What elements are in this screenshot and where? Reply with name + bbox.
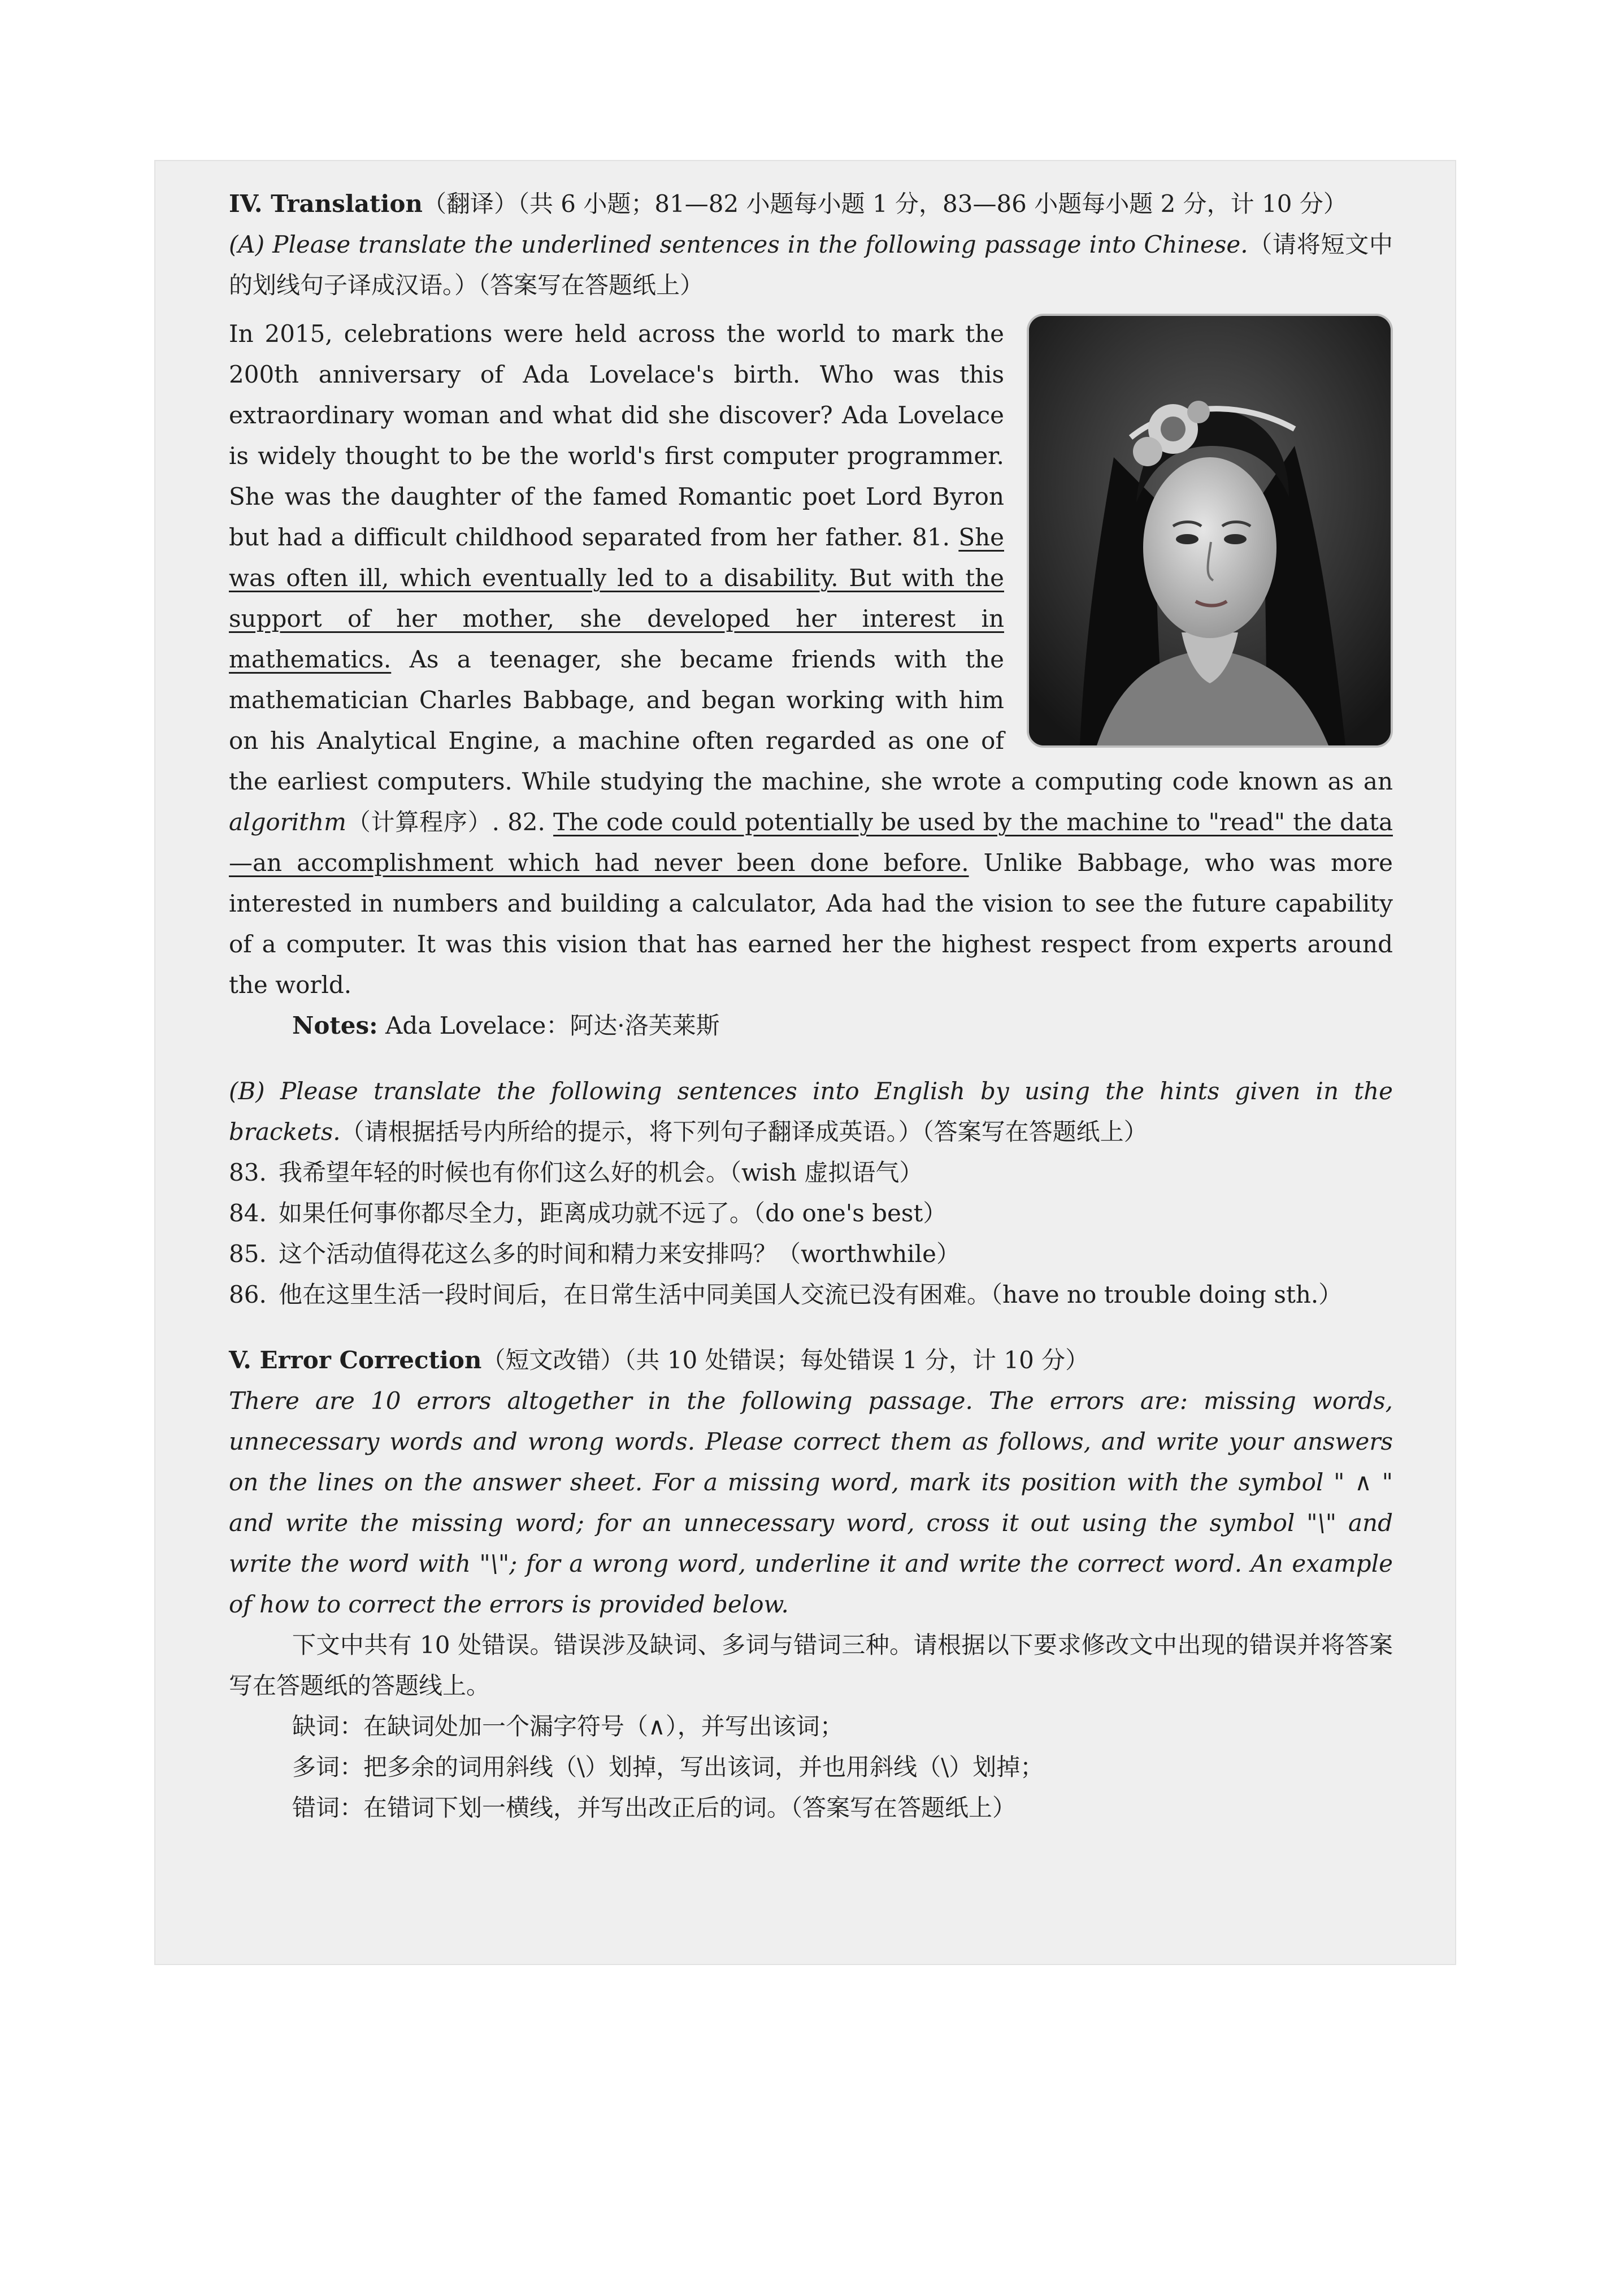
- part-a-instruction-cn: （请将短文中的划线句子译成汉语。）（答案写在答题纸上）: [229, 231, 1393, 299]
- section-4-heading: [229, 184, 1393, 224]
- item-text: 我希望年轻的时候也有你们这么好的机会。（wish 虚拟语气）: [279, 1159, 923, 1186]
- item-number: 84.: [229, 1199, 267, 1227]
- translation-items: [229, 1152, 1393, 1315]
- correction-rules: [229, 1706, 1393, 1828]
- item-number: 86.: [229, 1281, 267, 1308]
- notes-label: Notes:: [292, 1012, 378, 1039]
- notes-text: Ada Lovelace：阿达·洛芙莱斯: [385, 1012, 720, 1039]
- page-content: [229, 184, 1393, 1828]
- item-text: 如果任何事你都尽全力，距离成功就不远了。（do one's best）: [279, 1199, 947, 1227]
- section-4-title: IV. Translation: [229, 190, 423, 218]
- portrait-illustration-icon: [1027, 314, 1393, 748]
- algorithm-gloss: （计算程序）. 82.: [346, 808, 545, 836]
- section-5-instruction-en: There are 10 errors altogether in the following passage. The errors are: missing words, unnecessary words and wrong words. Please correct them as follows, and write your answers on the lines on the answer sheet. For a missing word, mark its position with the symbol " ∧ " and write the missing word; for an unnecessary word, cross it out using the symbol "\" and write the word with "\"; for a wrong word, underline it and write the correct word. An example of how to correct the errors is provided below.: [229, 1387, 1393, 1618]
- sentence-82-underlined: The code could potentially be used by the machine to "read" the data—an accomplishment which had never been done before.: [229, 808, 1393, 877]
- list-item: [229, 1152, 1393, 1193]
- section-5-instruction-cn: 下文中共有 10 处错误。错误涉及缺词、多词与错词三种。请根据以下要求修改文中出现的错误并将答案写在答题纸的答题线上。: [229, 1631, 1393, 1699]
- part-a-instruction: [229, 224, 1393, 306]
- rule-missing-word: 缺词：在缺词处加一个漏字符号（∧），并写出该词；: [292, 1712, 844, 1740]
- passage-middle: As a teenager, she became friends with the mathematician Charles Babbage, and began working with him on his Analytical Engine, a machine often regarded as one of the earliest computers. While studying the machine, she wrote a computing code known as an: [229, 645, 1393, 795]
- scanned-exam-page: [155, 161, 1455, 1964]
- part-b-instruction-cn: （请根据括号内所给的提示，将下列句子翻译成英语。）（答案写在答题纸上）: [340, 1118, 1148, 1146]
- section-4-scoring: （翻译）（共 6 小题；81—82 小题每小题 1 分，83—86 小题每小题 2 分，计 10 分）: [422, 190, 1347, 218]
- rule-unnecessary-word: 多词：把多余的词用斜线（\）划掉，写出该词，并也用斜线（\）划掉；: [292, 1753, 1044, 1781]
- part-b-instruction-en: (B) Please translate the following sentences into English by using the hints given in the brackets.: [229, 1077, 1393, 1146]
- section-5-title: V. Error Correction: [229, 1346, 482, 1374]
- passage-intro: In 2015, celebrations were held across the world to mark the 200th anniversary of Ada Lovelace's birth. Who was this extraordinary woman and what did she discover? Ada Lovelace is widely thought to be the world's first computer programmer. She was the daughter of the famed Romantic poet Lord Byron but had a difficult childhood separated from her father. 81.: [229, 320, 1004, 551]
- section-5-heading: [229, 1340, 1393, 1381]
- list-item: [229, 1274, 1393, 1315]
- list-item: [229, 1234, 1393, 1274]
- part-b-instruction: [229, 1071, 1393, 1152]
- item-number: 85.: [229, 1240, 267, 1268]
- item-number: 83.: [229, 1159, 267, 1186]
- section-5-scoring: （短文改错）（共 10 处错误；每处错误 1 分，计 10 分）: [481, 1346, 1089, 1374]
- list-item: [229, 1193, 1393, 1234]
- passage: [229, 314, 1393, 1046]
- item-text: 这个活动值得花这么多的时间和精力来安排吗？（worthwhile）: [279, 1240, 960, 1268]
- item-text: 他在这里生活一段时间后，在日常生活中同美国人交流已没有困难。（have no trouble doing sth.）: [279, 1281, 1343, 1308]
- sentence-81-underlined: She was often ill, which eventually led to a disability. But with the support of her mother, she developed her interest in mathematics.: [229, 523, 1004, 673]
- passage-end: Unlike Babbage, who was more interested in numbers and building a calculator, Ada had the vision to see the future capability of a computer. It was this vision that has earned her the highest respect from experts around the world.: [229, 849, 1393, 999]
- algorithm-term: algorithm: [229, 808, 346, 836]
- notes: [229, 1005, 1393, 1046]
- rule-wrong-word: 错词：在错词下划一横线，并写出改正后的词。（答案写在答题纸上）: [292, 1794, 1017, 1822]
- part-a-instruction-en: (A) Please translate the underlined sentences in the following passage into Chinese.: [229, 231, 1248, 258]
